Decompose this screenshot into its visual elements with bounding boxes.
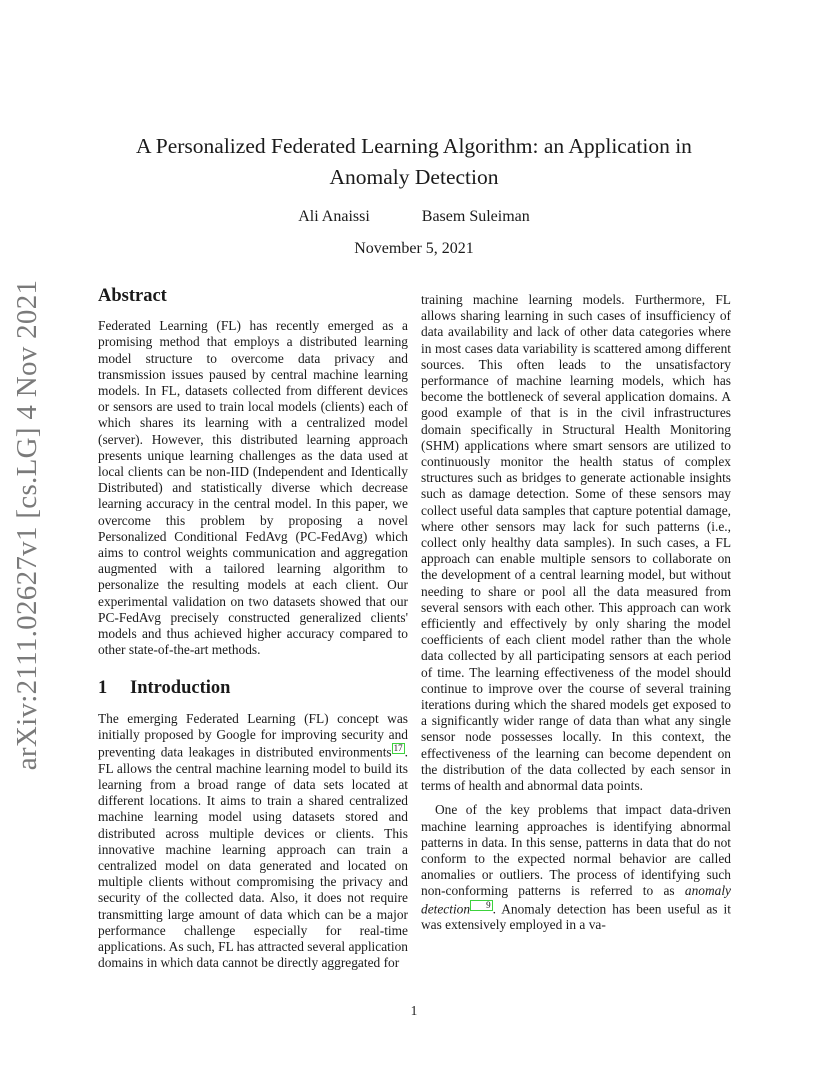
author-name: Ali Anaissi — [298, 208, 370, 225]
intro-text: . FL allows the central machine learning model to build its learning from a broad range of data sets located at different locations. It aims to train a shared centralized machine learning model using datasets stored and distributed across multiple devices or clients. This innovative machine learning approach can train a centralized model on data generated and located on multiple clients without compromising the privacy and security of the collected data. Also, it does not require transmitting large amount of data which can be a major performance challenge especially for real-time applications. As such, FL has attracted several application domains in which data cannot be directly aggregated for — [98, 744, 408, 971]
section-heading-introduction — [98, 678, 408, 699]
emphasized-term: anomaly detection — [421, 883, 731, 916]
section-number: 1 — [98, 678, 108, 699]
intro-text: . Anomaly detection has been useful as it was extensively employed in a va- — [421, 900, 731, 933]
author-name: Basem Suleiman — [421, 208, 530, 225]
paper-date: November 5, 2021 — [354, 240, 474, 257]
citation-link[interactable]: 9 — [470, 900, 493, 911]
citation-link[interactable]: 17 — [393, 743, 403, 754]
abstract-heading: Abstract — [98, 286, 167, 306]
intro-paragraph-1-continued: training machine learning models. Furthermore, FL allows sharing learning in such cases of insufficiency of data availability and lack of other data categories where in most cases data variability is scattered among different sources. This often leads to the unsatisfactory performance of machine learning models, which has become the bottleneck of several application domains. A good example of that is in the civil infrastructures domain specifically in Structural Health Monitoring (SHM) applications where smart sensors are utilized to continuously monitor the health status of complex structures such as bridges to generate actionable insights such as damage detection. Some of these sensors may collect useful data samples that capture potential damage, where other sensors may lack for such patterns (i.e., collect only healthy data samples). In such cases, a FL approach can enable multiple sensors to collaborate on the development of a central learning model, but without needing to share or pool all the data measured from several sensors with each other. This approach can work efficiently and effectively by only sharing the model coefficients of each client model rather than the whole data collected by all participating sensors at each period of time. The learning effectiveness of the model should continue to improve over the course of several training iterations during which the shared models get exposed to a significantly wider range of data than what any single sensor node possesses locally. In this context, the effectiveness of the learning can become dependent on the distribution of the data collected by each sensor in terms of health and abnormal data points. — [421, 292, 731, 794]
arxiv-identifier: arXiv:2111.02627v1 [cs.LG] 4 Nov 2021 — [10, 279, 43, 771]
arxiv-sidebar — [2, 279, 52, 771]
intro-paragraph-1 — [98, 711, 408, 972]
intro-text: The emerging Federated Learning (FL) concept was initially proposed by Google for improving security and preventing data leakages in distributed environments — [98, 710, 408, 760]
author-list — [100, 208, 728, 226]
intro-paragraph-2 — [421, 802, 731, 933]
page-number: 1 — [410, 1003, 418, 1018]
abstract-text: Federated Learning (FL) has recently emerged as a promising method that employs a distributed learning model structure to overcome data privacy and transmission issues paused by central machine learning models. In FL, datasets collected from different devices or sensors are used to train local models (clients) each of which shares its learning with a centralized model (server). However, this distributed learning approach presents unique learning challenges as the data used at local clients can be non-IID (Independent and Identically Distributed) and statistically diverse which decrease learning accuracy in the central model. In this paper, we overcome this problem by proposing a novel Personalized Conditional FedAvg (PC-FedAvg) which aims to control weights communication and aggregation augmented with a tailored learning algorithm to personalize the resulting models at each client. Our experimental validation on two datasets showed that our PC-FedAvg precisely constructed generalized clients' models and thus achieved higher accuracy compared to other state-of-the-art methods. — [98, 318, 408, 658]
paper-title: A Personalized Federated Learning Algorithm: an Application in Anomaly Detection — [136, 134, 692, 189]
section-title: Introduction — [130, 678, 231, 699]
right-column — [421, 292, 731, 933]
intro-text: One of the key problems that impact data-driven machine learning approaches is identifying abnormal patterns in data. In this sense, patterns in data that do not conform to the expected normal behavior are called anomalies or outliers. The process of identifying such non-conforming patterns is referred to as — [421, 802, 731, 899]
left-column — [98, 288, 408, 971]
